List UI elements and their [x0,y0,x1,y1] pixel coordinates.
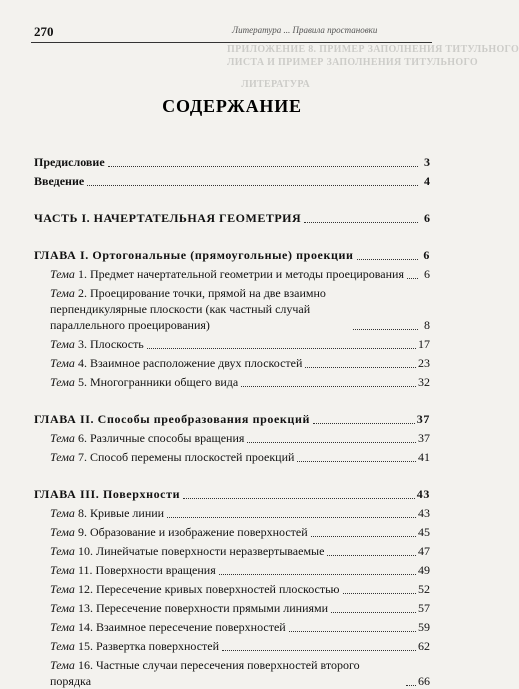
entry-page: 37 [416,412,430,426]
page-number: 270 [34,24,54,39]
entry-label: 11. Поверхности вращения [74,563,216,577]
table-of-contents [34,98,430,689]
entry-page: 37 [418,431,430,445]
entry-page: 6 [424,267,430,281]
header-rule [31,42,432,43]
entry-page: 57 [418,601,430,615]
entry-label: ГЛАВА I. Ортогональные (прямоугольные) проекции [34,248,354,262]
toc-title: СОДЕРЖАНИЕ [162,96,302,116]
topic-prefix: Тема [50,620,75,634]
entry-label: 5. Многогранники общего вида [74,375,239,389]
entry-page: 6 [424,211,430,225]
leader-dots [297,461,416,462]
leader-dots [219,574,416,575]
toc-entry-topic-6[interactable] [34,430,430,446]
topic-prefix: Тема [50,525,75,539]
entry-label: 8. Кривые линии [74,506,165,520]
entry-label: 15. Развертка поверхностей [74,639,220,653]
entry-page: 47 [418,544,430,558]
entry-label: 3. Плоскость [74,337,144,351]
topic-prefix: Тема [50,286,75,300]
leader-dots [407,278,418,279]
entry-page: 4 [424,174,430,188]
entry-label: ГЛАВА III. Поверхности [34,487,181,501]
entry-page: 66 [418,674,430,688]
leader-dots [247,442,416,443]
entry-page: 59 [418,620,430,634]
topic-prefix: Тема [50,431,75,445]
leader-dots [353,329,418,330]
topic-prefix: Тема [50,658,75,672]
bleed-through-line-2: ЛИСТА И ПРИМЕР ЗАПОЛНЕНИЯ ТИТУЛЬНОГО [227,57,478,68]
entry-page: 3 [424,155,430,169]
entry-label: Предисловие [34,155,105,169]
entry-label: 1. Предмет начертательной геометрии и методы проецирования [74,267,404,281]
leader-dots [222,650,416,651]
entry-label: 13. Пересечение поверхности прямыми линиями [74,601,329,615]
entry-page: 49 [418,563,430,577]
leader-dots [327,555,416,556]
entry-page: 32 [418,375,430,389]
toc-entry-chapter-3[interactable] [34,486,430,502]
entry-label: ЧАСТЬ I. НАЧЕРТАТЕЛЬНАЯ ГЕОМЕТРИЯ [34,211,302,225]
entry-label: Введение [34,174,85,188]
toc-entry-topic-2[interactable] [34,285,430,333]
leader-dots [289,631,416,632]
toc-entry-preface[interactable] [34,154,430,170]
entry-label: 12. Пересечение кривых поверхностей плоскостью [74,582,340,596]
leader-dots [406,685,416,686]
topic-prefix: Тема [50,544,75,558]
entry-page: 23 [418,356,430,370]
toc-entry-chapter-2[interactable] [34,411,430,427]
toc-entry-topic-14[interactable] [34,619,430,635]
entry-page: 17 [418,337,430,351]
topic-prefix: Тема [50,337,75,351]
bleed-through-line-3: ЛИТЕРАТУРА [241,79,310,90]
leader-dots [241,386,416,387]
toc-entry-part-1[interactable] [34,210,430,226]
toc-entry-topic-4[interactable] [34,355,430,371]
toc-entry-topic-13[interactable] [34,600,430,616]
topic-prefix: Тема [50,375,75,389]
entry-label: 7. Способ перемены плоскостей проекций [74,450,295,464]
leader-dots [331,612,416,613]
topic-prefix: Тема [50,506,75,520]
toc-entry-topic-16[interactable] [34,657,430,689]
topic-prefix: Тема [50,639,75,653]
entry-page: 41 [418,450,430,464]
toc-entry-topic-3[interactable] [34,336,430,352]
leader-dots [167,517,416,518]
entry-page: 45 [418,525,430,539]
leader-dots [343,593,416,594]
entry-label: 9. Образование и изображение поверхностей [74,525,308,539]
leader-dots [147,348,416,349]
leader-dots [313,423,415,424]
entry-label: 14. Взаимное пересечение поверхностей [74,620,286,634]
topic-prefix: Тема [50,601,75,615]
entry-label: 16. Частные случаи пересечения поверхностей второго порядка [50,658,360,688]
toc-entry-chapter-1[interactable] [34,247,430,263]
leader-dots [357,259,418,260]
leader-dots [108,166,418,167]
toc-entry-topic-8[interactable] [34,505,430,521]
entry-label: 4. Взаимное расположение двух плоскостей [74,356,303,370]
toc-entry-topic-11[interactable] [34,562,430,578]
entry-page: 43 [416,487,430,501]
leader-dots [183,498,415,499]
toc-entry-topic-12[interactable] [34,581,430,597]
entry-page: 6 [423,248,430,262]
entry-label: ГЛАВА II. Способы преобразования проекций [34,412,310,426]
entry-label: 6. Различные способы вращения [74,431,245,445]
topic-prefix: Тема [50,563,75,577]
entry-page: 62 [418,639,430,653]
topic-prefix: Тема [50,356,75,370]
toc-entry-introduction[interactable] [34,173,430,189]
toc-entry-topic-15[interactable] [34,638,430,654]
entry-page: 52 [418,582,430,596]
bleed-through-line-1: ПРИЛОЖЕНИЕ 8. ПРИМЕР ЗАПОЛНЕНИЯ ТИТУЛЬНОГО [227,44,519,55]
leader-dots [311,536,416,537]
leader-dots [304,222,418,223]
toc-entry-topic-9[interactable] [34,524,430,540]
toc-entry-topic-7[interactable] [34,449,430,465]
entry-page: 43 [418,506,430,520]
toc-entry-topic-5[interactable] [34,374,430,390]
topic-prefix: Тема [50,582,75,596]
leader-dots [305,367,416,368]
topic-prefix: Тема [50,267,75,281]
topic-prefix: Тема [50,450,75,464]
entry-label: 2. Проецирование точки, прямой на две взаимно перпендикулярные плоскости (как частный случай параллельного проецирования) [50,286,326,332]
toc-entry-topic-10[interactable] [34,543,430,559]
entry-page: 8 [424,318,430,332]
toc-entry-topic-1[interactable] [34,266,430,282]
running-head: Литература ... Правила простановки [232,25,378,35]
entry-label: 10. Линейчатые поверхности неразвертываемые [74,544,325,558]
leader-dots [87,185,418,186]
